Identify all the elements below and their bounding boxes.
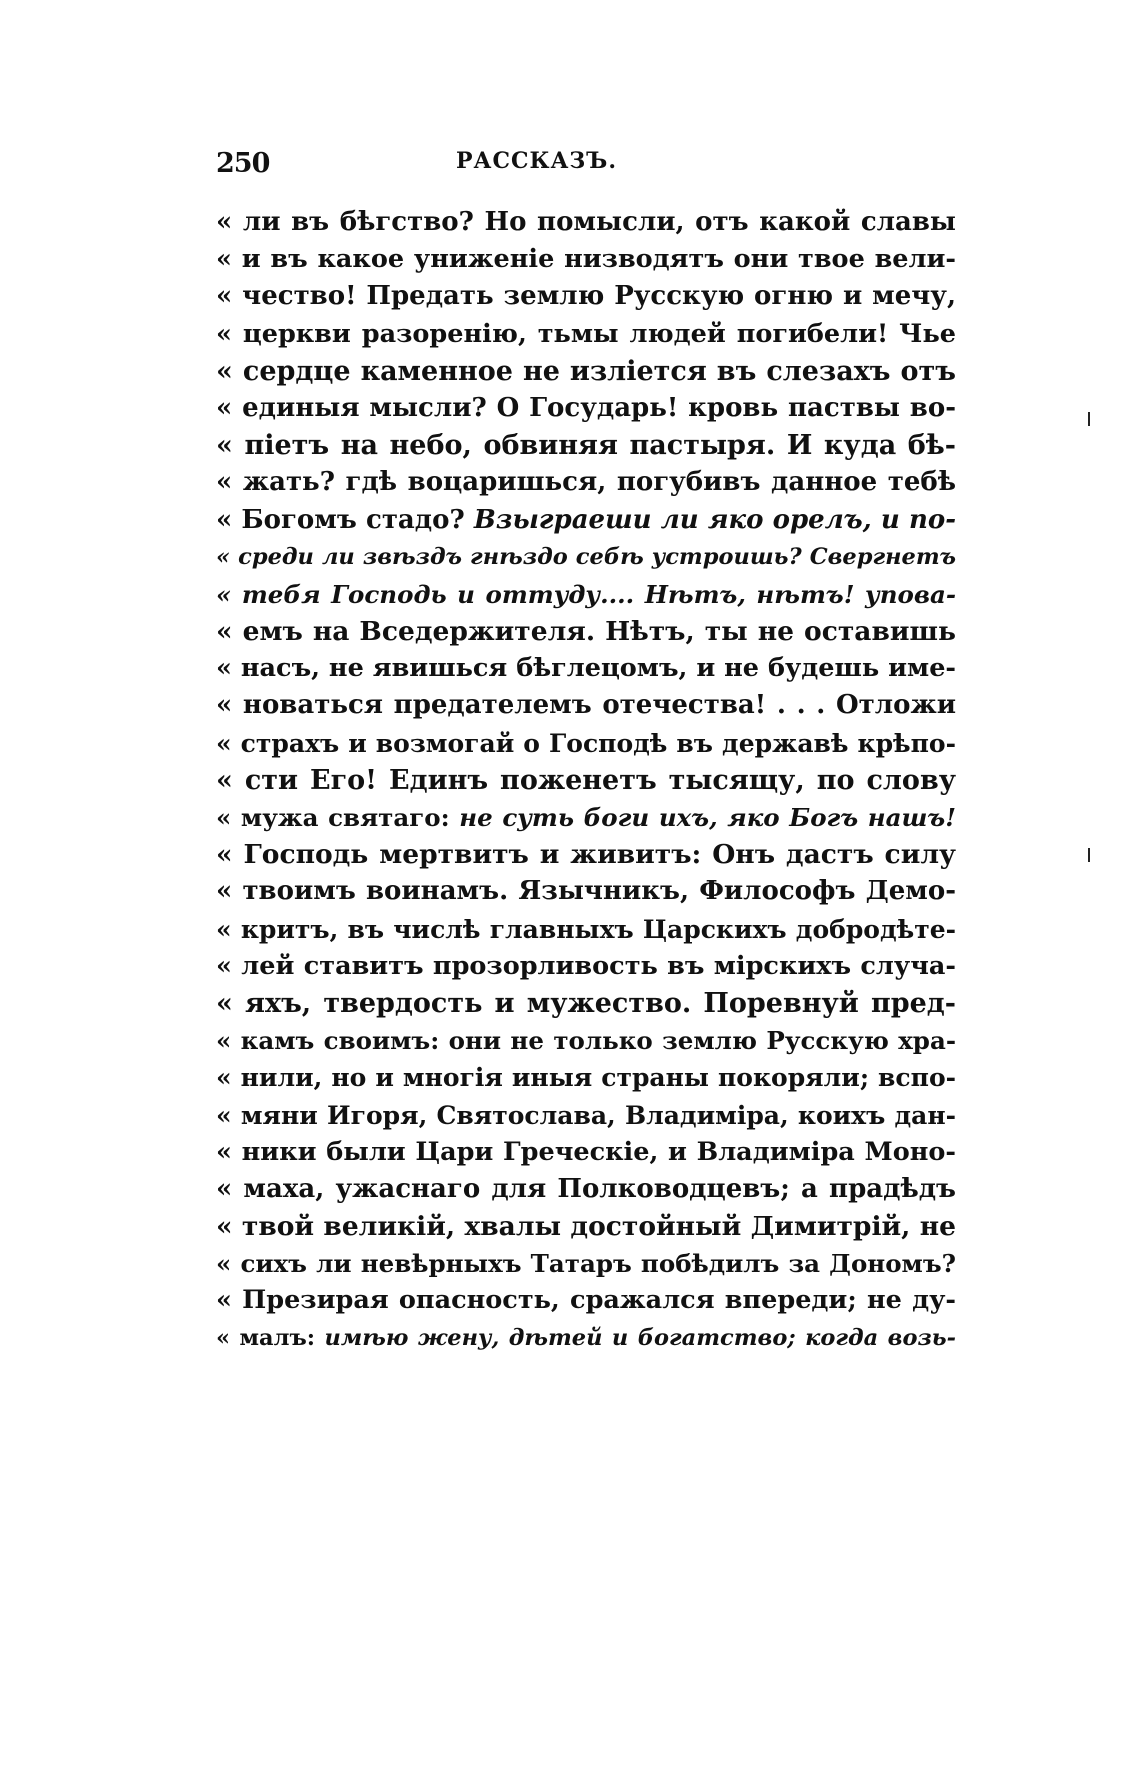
- text-line: « церкви разоренію, тьмы людей погибели! Чье: [216, 318, 956, 349]
- text-line: « сихъ ли невѣрныхъ Татаръ побѣдилъ за Дономъ?: [216, 1249, 956, 1279]
- text-line: « новаться предателемъ отечества! . . . Отложи: [216, 690, 956, 721]
- text-line: « жать? гдѣ воцаришься, погубивъ данное тебѣ: [216, 467, 956, 498]
- text-line: « твой великій, хвалы достойный Димитрій, не: [216, 1211, 956, 1243]
- text-line: « мяни Игоря, Святослава, Владиміра, коихъ дан-: [216, 1100, 956, 1130]
- text-line: « піетъ на небо, обвиняя пастыря. И куда бѣ-: [216, 430, 956, 462]
- text-line: « Богомъ стадо? Взыграеши ли яко орелъ, и по-: [216, 504, 956, 535]
- text-line: « насъ, не явишься бѣглецомъ, и не будешь име-: [216, 653, 956, 684]
- text-line: « сти Его! Единъ поженетъ тысящу, по слову: [216, 764, 956, 796]
- text-line: « ли въ бѣгство? Но помысли, отъ какой славы: [216, 207, 956, 237]
- text-line: « камъ своимъ: они не только землю Русскую хра-: [216, 1026, 956, 1056]
- text-line: « Господь мертвитъ и живитъ: Онъ дастъ силу: [216, 839, 956, 871]
- text-line: « чество! Предать землю Русскую огню и мечу,: [216, 281, 956, 312]
- text-line: « твоимъ воинамъ. Язычникъ, Философъ Демо-: [216, 876, 956, 907]
- margin-mark: [1088, 412, 1090, 426]
- text-line: « и въ какое униженіе низводятъ они твое вели-: [216, 244, 956, 275]
- text-line: « нили, но и многія иныя страны покоряли; вспо-: [216, 1063, 956, 1093]
- page-header: [216, 148, 956, 188]
- margin-mark: [1088, 848, 1090, 862]
- text-line: « малъ: имѣю жену, дѣтей и богатство; когда возь-: [216, 1324, 956, 1351]
- text-line: « яхъ, твердость и мужество. Поревнуй пред-: [216, 987, 956, 1019]
- text-line: « ники были Цари Греческіе, и Владиміра Моно-: [216, 1136, 956, 1167]
- text-line: « лей ставитъ прозорливость въ мірскихъ случа-: [216, 950, 956, 981]
- page-number: 250: [216, 148, 270, 179]
- text-line: « сердце каменное не изліется въ слезахъ отъ: [216, 355, 956, 387]
- text-line: « Презирая опасность, сражался впереди; не ду-: [216, 1285, 956, 1316]
- body-text: [216, 204, 956, 1357]
- text-line: « страхъ и возмогай о Господѣ въ державѣ крѣпо-: [216, 728, 956, 758]
- running-head: РАССКАЗЪ.: [456, 148, 617, 174]
- text-line: « среди ли звѣздъ гнѣздо себѣ устроишь? Свергнетъ: [216, 543, 956, 570]
- text-line: « тебя Господь и оттуду.... Нѣтъ, нѣтъ! упова-: [216, 579, 956, 609]
- text-line: « емъ на Вседержителя. Нѣтъ, ты не оставишь: [216, 616, 956, 648]
- text-line: « мужа святаго: не суть боги ихъ, яко Богъ нашъ!: [216, 803, 956, 832]
- text-line: « маха, ужаснаго для Полководцевъ; а прадѣдъ: [216, 1173, 956, 1204]
- text-line: « критъ, въ числѣ главныхъ Царскихъ добродѣте-: [216, 914, 956, 944]
- text-line: « единыя мысли? О Государь! кровь паствы во-: [216, 392, 956, 423]
